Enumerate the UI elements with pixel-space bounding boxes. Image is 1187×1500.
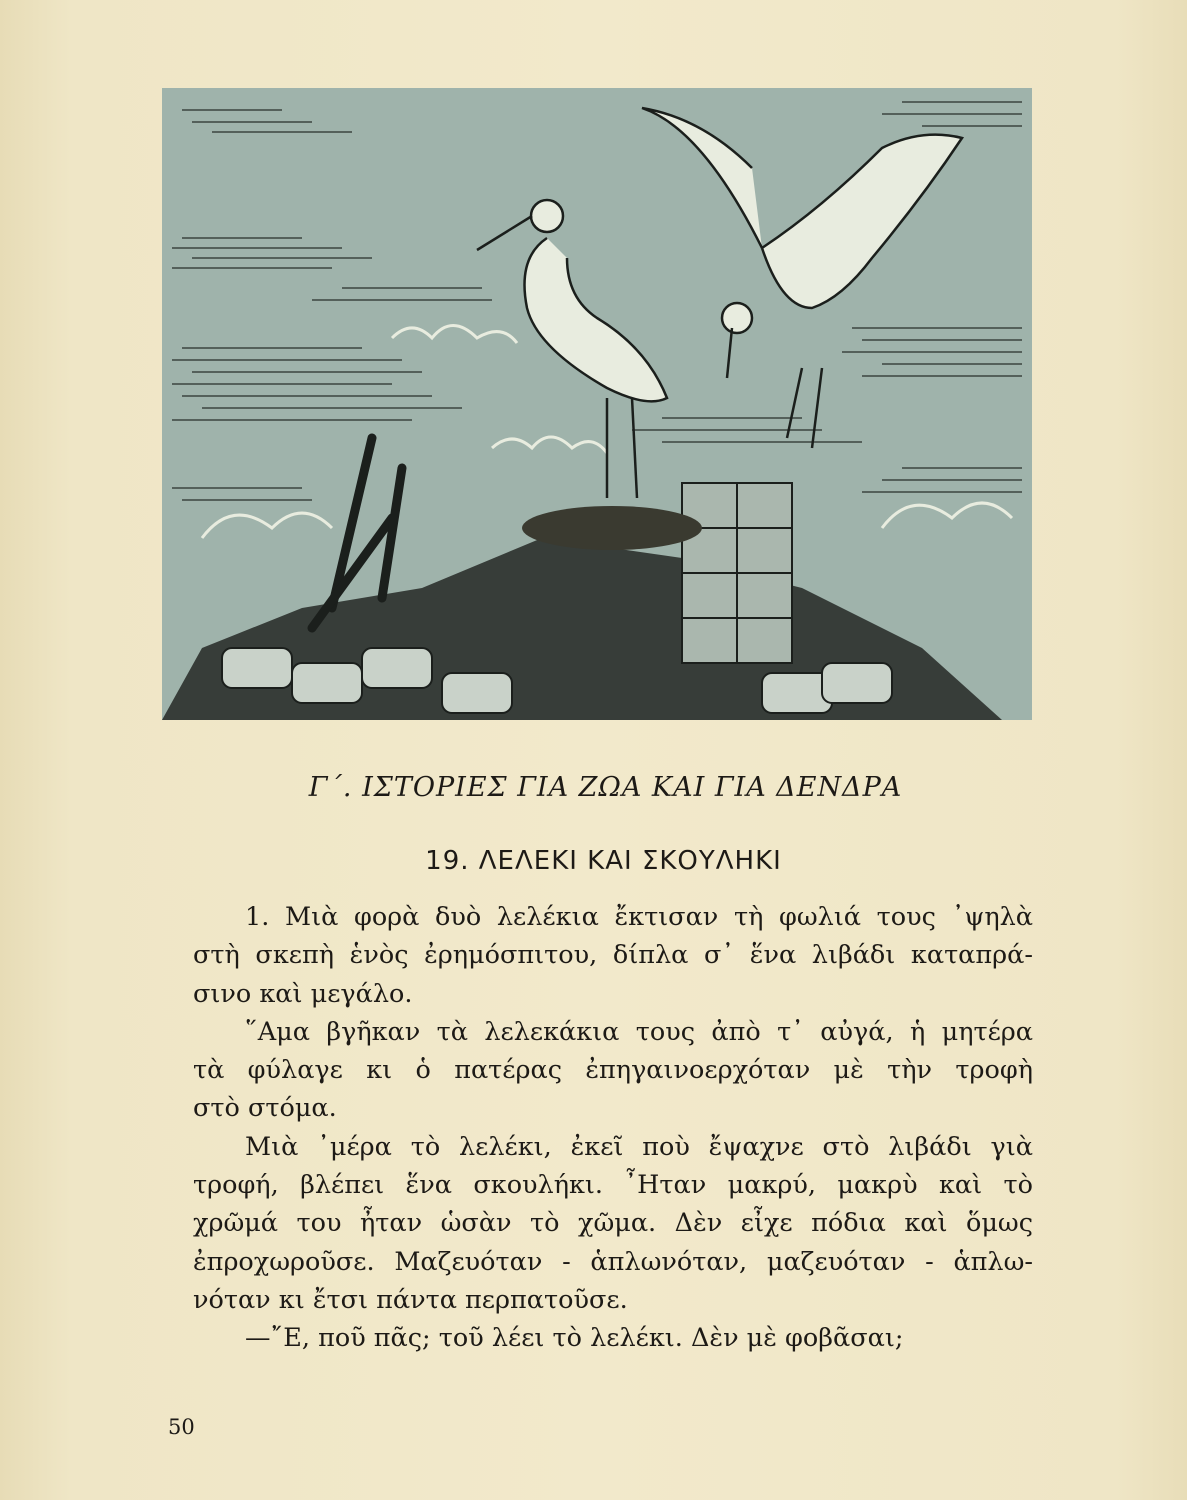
paragraph [193, 1128, 1033, 1319]
text-line: στὴ σκεπὴ ἑνὸς ἐρημόσπιτου, δίπλα σ᾿ ἕνα λιβάδι καταπρά- [193, 940, 1033, 971]
text-line: σινο καὶ μεγάλο. [193, 978, 413, 1009]
text-line: νόταν κι ἔτσι πάντα περπατοῦσε. [193, 1284, 628, 1315]
section-heading [0, 772, 1187, 803]
paragraph [193, 1013, 1033, 1128]
text-line: ἐπροχωροῦσε. Μαζευόταν - ἁπλωνόταν, μαζευόταν - ἁπλω- [193, 1246, 1033, 1277]
chapter-title-text: 19. ΛΕΛΕΚΙ ΚΑΙ ΣΚΟΥΛΗΚΙ [425, 846, 782, 876]
story-text [193, 898, 1033, 1358]
stork-nest-drawing [162, 88, 1032, 720]
paragraph [193, 1319, 1033, 1357]
text-line: ῞Αμα βγῆκαν τὰ λελεκάκια τους ἀπὸ τ᾿ αὐγά, ἡ μητέρα [245, 1016, 1033, 1047]
page-number: 50 [168, 1415, 195, 1439]
text-line: Μιὰ ᾿μέρα τὸ λελέκι, ἐκεῖ ποὺ ἔψαχνε στὸ λιβάδι γιὰ [245, 1131, 1033, 1162]
text-line: τροφή, βλέπει ἕνα σκουλήκι. ῏Ηταν μακρύ, μακρὺ καὶ τὸ [193, 1170, 1033, 1201]
paragraph [193, 898, 1033, 1013]
chapter-title [0, 846, 1187, 876]
storks-illustration [162, 88, 1032, 720]
text-line: 1. Μιὰ φορὰ δυὸ λελέκια ἔκτισαν τὴ φωλιά τους ᾿ψηλὰ [245, 902, 1033, 932]
text-line: τὰ φύλαγε κι ὁ πατέρας ἐπηγαινοερχόταν μὲ τὴν τροφὴ [193, 1055, 1033, 1086]
section-heading-text: Γ΄. ΙΣΤΟΡΙΕΣ ΓΙΑ ΖΩΑ ΚΑΙ ΓΙΑ ΔΕΝΔΡΑ [308, 772, 903, 803]
text-line: χρῶμά του ἦταν ὡσὰν τὸ χῶμα. Δὲν εἶχε πόδια καὶ ὅμως [193, 1208, 1033, 1239]
text-line: —῎Ε, ποῦ πᾶς; τοῦ λέει τὸ λελέκι. Δὲν μὲ φοβᾶσαι; [245, 1323, 904, 1354]
text-line: στὸ στόμα. [193, 1093, 337, 1124]
